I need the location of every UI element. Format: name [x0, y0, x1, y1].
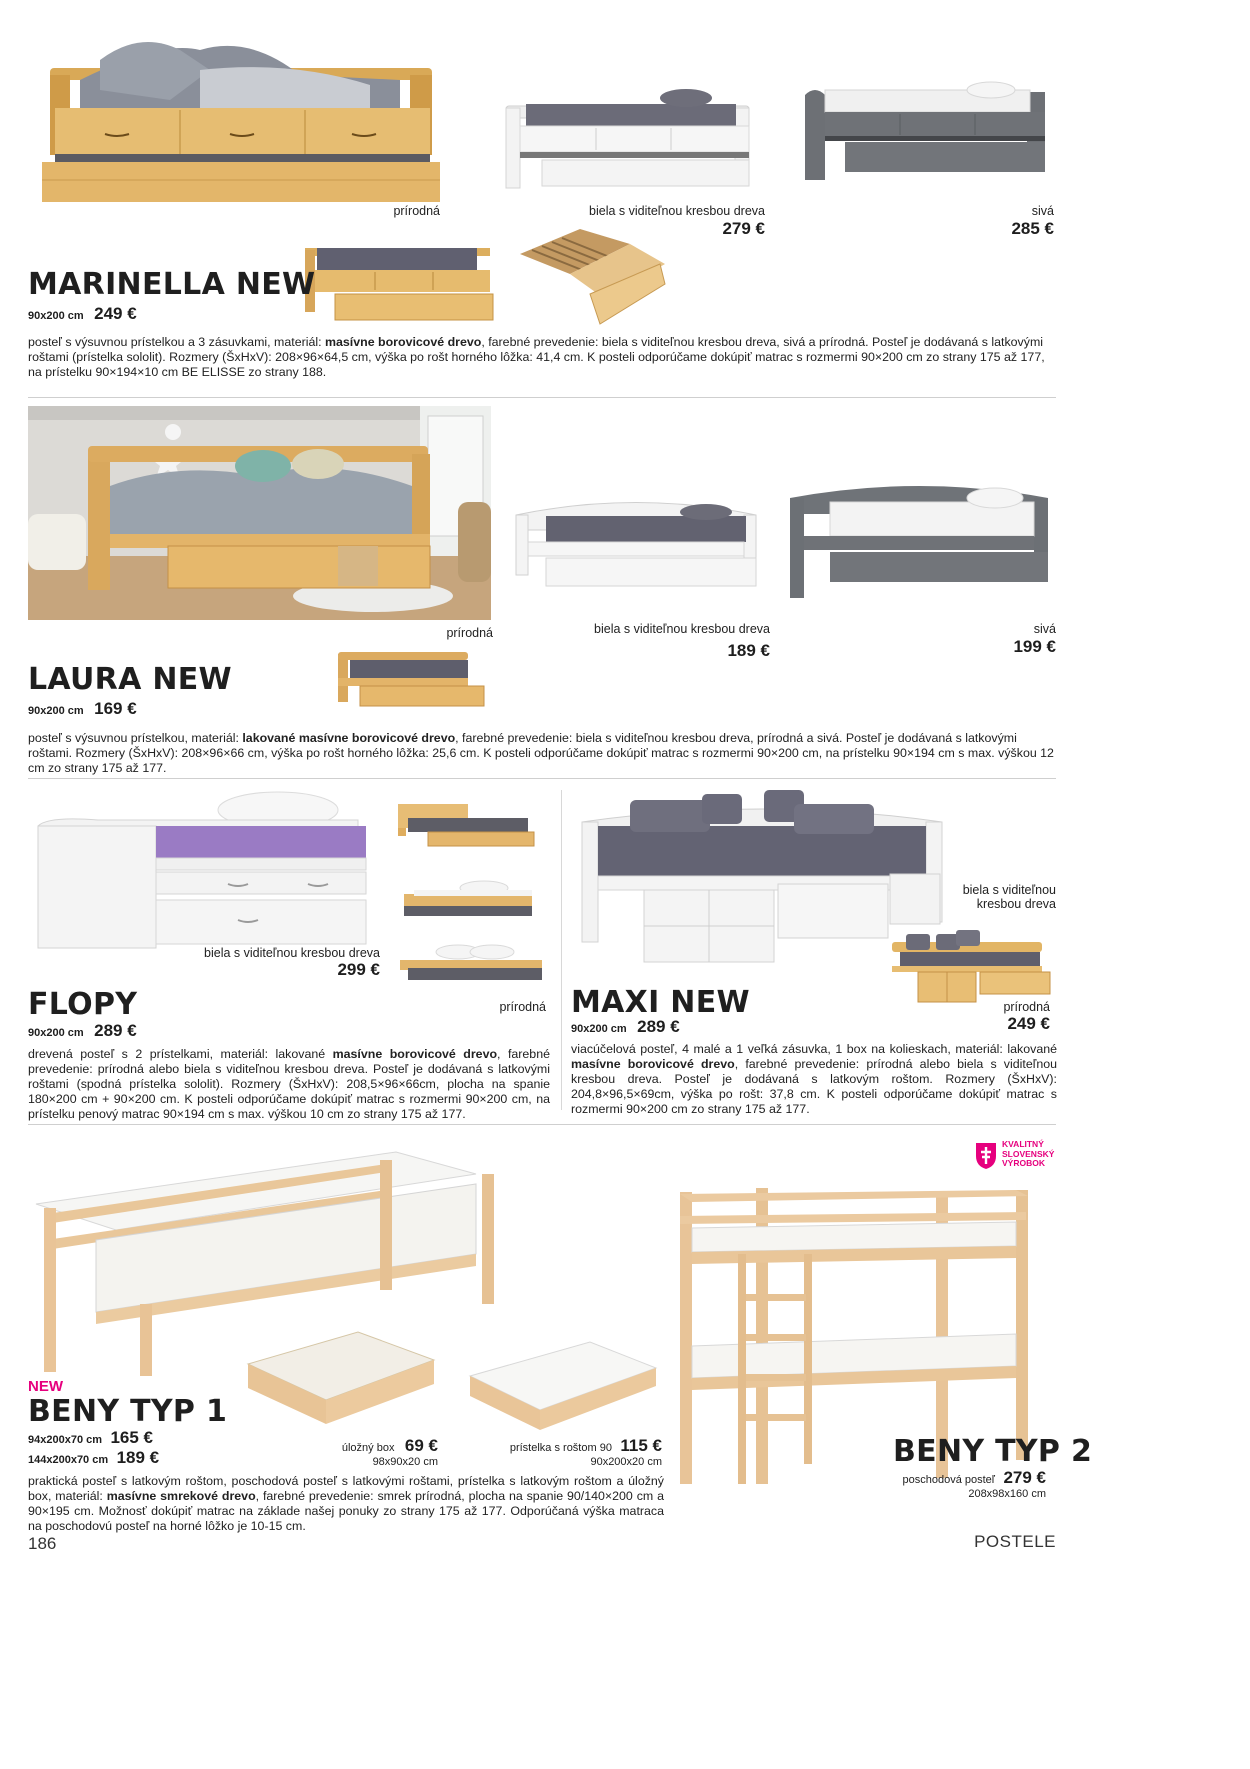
marinella-size: 90x200 cm: [28, 310, 84, 322]
beny2-label: poschodová posteľ: [902, 1474, 995, 1486]
flopy-natural-photo-1: [398, 800, 534, 852]
marinella-grey-photo: [805, 80, 1045, 190]
marinella-natural-photo: [40, 30, 440, 202]
laura-white-photo: [516, 490, 756, 598]
beny1-description: praktická posteľ s latkovým roštom, poschodová posteľ s latkovými roštami, prístelka s latkovým roštom a úložný box, materiál: masívne smrekové drevo, farebné prevedenie: smrek prírodná, plocha na spanie 90/140×200 cm a 90×195 cm. Možnosť dokúpiť matrac na základe našej ponuky zo strany 175 až 177. Odporúčaná výška matraca na poschodovú posteľ na horné lôžko je 10-15 cm.: [28, 1474, 664, 1533]
maxi-description: viacúčelová posteľ, 4 malé a 1 veľká zásuvka, 1 box na kolieskach, materiál: lakované masívne borovicové drevo, farebné prevedenie: prírodná alebo biela s viditeľnou kresbou dreva. Posteľ je dodávaná s latkovým roštom. Rozmery (ŠxHxV): 204,8×96,5×69cm, výška po rošt: 37,8 cm. K posteli odporúčame dokúpiť matrac s rozmermi 90×200 cm zo strany 175 až 177.: [571, 1042, 1058, 1116]
beny2-title: BENY TYP 2: [893, 1434, 1093, 1469]
maxi-size: 90x200 cm: [571, 1023, 627, 1035]
marinella-white-price: 279 €: [722, 219, 765, 238]
marinella-white-label: biela s viditeľnou kresbou dreva: [589, 204, 765, 218]
marinella-white-photo: [506, 88, 749, 200]
flopy-price: 289 €: [94, 1021, 137, 1040]
laura-description: posteľ s výsuvnou prístelkou, materiál: lakované masívne borovicové drevo, farebné prevedenie: biela s viditeľnou kresbou dreva, prírodná a sivá. Posteľ je dodávaná s latkovými roštami. Rozmery (ŠxHxV): 208×96×66 cm, výška po rošt horného lôžka: 25,6 cm. K posteli odporúčame dokúpiť matrac s rozmermi 90×200 cm, na prístelku 90×194 cm s max. výškou 12 cm zo strany 175 až 177.: [28, 731, 1054, 775]
maxi-natural-price: 249 €: [1007, 1014, 1050, 1033]
laura-grey-label: sivá: [1033, 622, 1056, 636]
beny2-offer: [880, 1468, 1046, 1500]
flopy-natural-label: prírodná: [499, 1000, 546, 1014]
marinella-title: MARINELLA NEW: [28, 267, 316, 302]
marinella-detail-photo-2: [520, 224, 668, 330]
marinella-natural-label: prírodná: [393, 204, 440, 218]
column-divider: [561, 790, 562, 1110]
beny1-price-1: 165 €: [110, 1428, 154, 1447]
beny1-pristelka-offer: [500, 1436, 662, 1468]
beny1-box-label: úložný box: [341, 1442, 395, 1454]
maxi-size-price: [571, 1017, 680, 1037]
maxi-price: 289 €: [637, 1017, 680, 1036]
marinella-size-price: [28, 304, 137, 324]
maxi-white-photo: [582, 786, 942, 966]
slovak-quality-badge: KVALITNÝ SLOVENSKÝ VÝROBOK: [974, 1140, 1056, 1176]
beny1-size-1: 94x200x70 cm: [28, 1434, 103, 1446]
flopy-title: FLOPY: [28, 987, 138, 1022]
marinella-detail-photo-1: [305, 238, 495, 326]
maxi-white-label: biela s viditeľnou kresbou dreva: [962, 883, 1056, 911]
laura-white-label: biela s viditeľnou kresbou dreva: [594, 622, 770, 636]
divider: [28, 778, 1056, 779]
laura-size-price: [28, 699, 137, 719]
laura-price: 169 €: [94, 699, 137, 718]
flopy-size-price: [28, 1021, 137, 1041]
beny1-pristelka-size: 90x200x20 cm: [590, 1456, 662, 1468]
beny1-box-price: 69 €: [404, 1436, 438, 1455]
laura-title: LAURA NEW: [28, 662, 232, 697]
maxi-natural-label: prírodná: [1003, 1000, 1050, 1014]
flopy-natural-photo-2: [404, 880, 536, 920]
laura-grey-photo: [790, 478, 1048, 600]
divider: [28, 1124, 1056, 1125]
laura-room-photo: [28, 406, 491, 620]
beny1-price-2: 189 €: [116, 1448, 160, 1467]
beny1-pristelka-photo: [470, 1340, 656, 1434]
laura-grey-price: 199 €: [1013, 637, 1056, 656]
marinella-price: 249 €: [94, 304, 137, 323]
beny1-pristelka-label: prístelka s roštom 90: [509, 1442, 612, 1454]
beny2-size: 208x98x160 cm: [968, 1488, 1046, 1500]
laura-size: 90x200 cm: [28, 705, 84, 717]
beny1-box-size: 98x90x20 cm: [372, 1456, 438, 1468]
beny2-price: 279 €: [1003, 1468, 1046, 1487]
divider: [28, 397, 1056, 398]
beny1-title: BENY TYP 1: [28, 1394, 228, 1429]
laura-detail-photo: [338, 648, 486, 716]
marinella-description: posteľ s výsuvnou prístelkou a 3 zásuvkami, materiál: masívne borovicové drevo, farebné prevedenie: biela s viditeľnou kresbou dreva, sivá a prírodná. Posteľ je dodávaná s latkovými roštami (prístelka sololit). Rozmery (ŠxHxV): 208×96×64,5 cm, výška po rošt horného lôžka: 41,4 cm. K posteli odporúčame dokúpiť matrac s rozmermi 90×200 cm zo strany 175 až 177, na prístelku 90×194×10 cm BE ELISSE zo strany 188.: [28, 335, 1045, 379]
flopy-natural-photo-3: [400, 942, 542, 988]
beny1-new-badge: NEW: [28, 1378, 63, 1395]
flopy-white-price: 299 €: [337, 960, 380, 979]
beny1-size-2: 144x200x70 cm: [28, 1454, 109, 1466]
beny1-box-photo: [248, 1330, 434, 1424]
flopy-white-photo: [38, 790, 366, 948]
maxi-natural-photo: [890, 930, 1052, 1006]
laura-natural-label: prírodná: [446, 626, 493, 640]
flopy-description: drevená posteľ s 2 prístelkami, materiál: lakované masívne borovicové drevo, farebné prevedenie: prírodná alebo biela s viditeľnou kresbou dreva. Posteľ je dodávaná s latkovými roštami (spodná prístelka sololit). Rozmery (ŠxHxV): 208,5×96×66cm, plocha na spanie 180×200 cm + 90×200 cm. K posteli odporúčame dokúpiť matrac s rozmermi 90×200 cm, na prístelku penový matrac 90×194 cm s max. výškou 10 cm zo strany 175 až 177.: [28, 1047, 550, 1121]
laura-white-price: 189 €: [727, 641, 770, 660]
section-title: POSTELE: [974, 1532, 1056, 1551]
marinella-grey-price: 285 €: [1011, 219, 1054, 238]
flopy-size: 90x200 cm: [28, 1027, 84, 1039]
beny1-pristelka-price: 115 €: [620, 1436, 662, 1455]
beny1-box-offer: [318, 1436, 438, 1468]
maxi-title: MAXI NEW: [571, 985, 750, 1020]
shield-icon: [974, 1140, 998, 1170]
marinella-grey-label: sivá: [1031, 204, 1054, 218]
flopy-white-label: biela s viditeľnou kresbou dreva: [204, 946, 380, 960]
beny1-variant-1: [28, 1428, 153, 1448]
beny1-variant-2: [28, 1448, 159, 1468]
page-number: 186: [28, 1534, 57, 1553]
